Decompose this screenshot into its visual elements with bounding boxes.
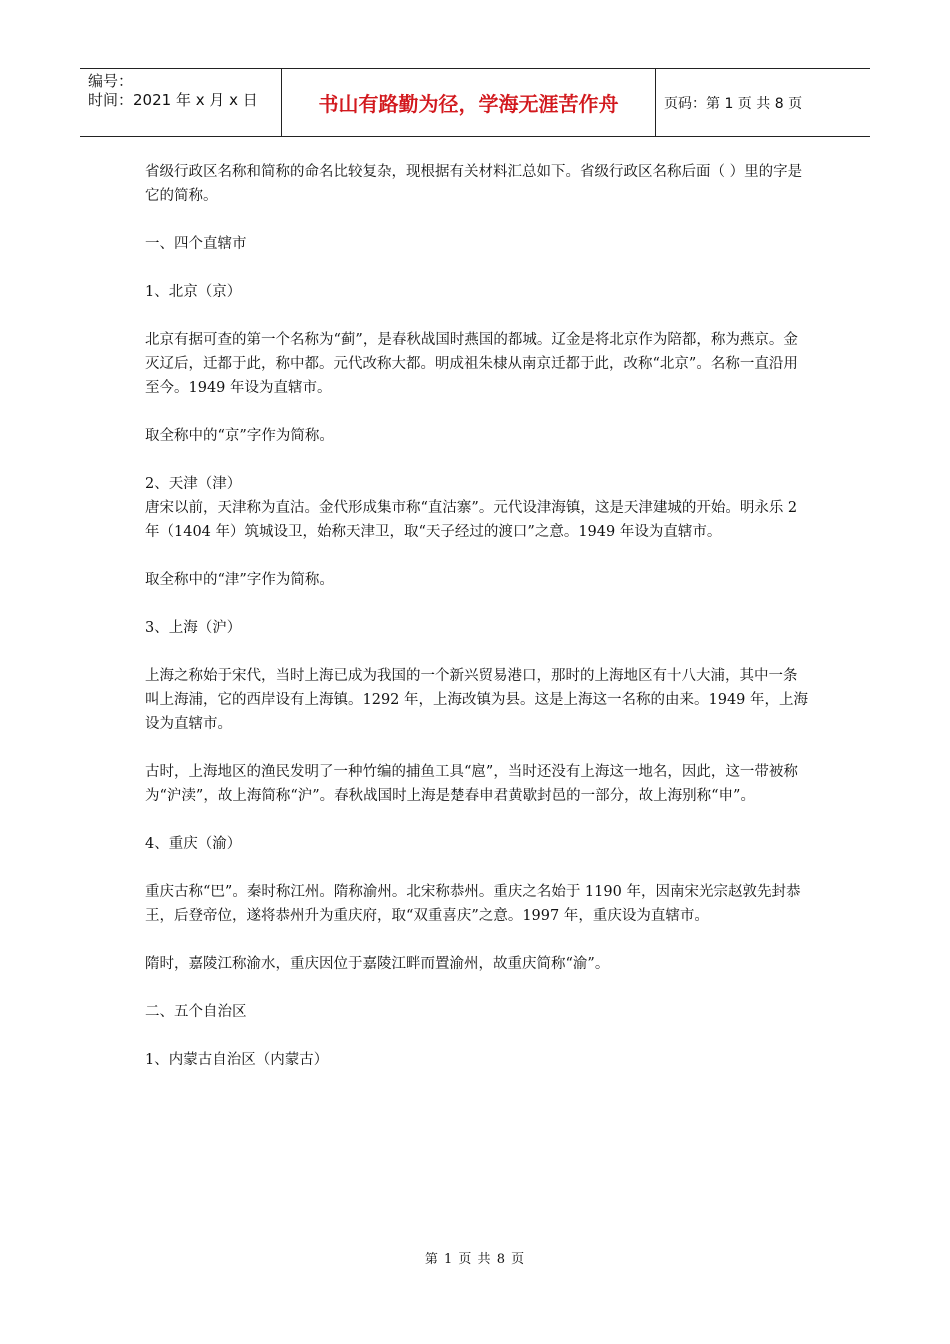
- document-body: [145, 160, 810, 1072]
- body-paragraph: 北京有据可查的第一个名称为“蓟”，是春秋战国时燕国的都城。辽金是将北京作为陪都，称为燕京。金灭辽后，迁都于此，称中都。元代改称大都。明成祖朱棣从南京迁都于此，改称“北京”。名称一直沿用至今。1949 年设为直辖市。: [145, 332, 798, 396]
- paragraph-gap: [145, 928, 810, 952]
- paragraph-gap: [145, 976, 810, 1000]
- body-paragraph: 取全称中的“京”字作为简称。: [145, 428, 334, 444]
- page-footer: 第 1 页 共 8 页: [424, 1252, 526, 1267]
- paragraph-gap: [145, 208, 810, 232]
- body-paragraph: 重庆古称“巴”。秦时称江州。隋称渝州。北宋称恭州。重庆之名始于 1190 年，因南宋光宗赵敦先封恭王，后登帝位，遂将恭州升为重庆府，取“双重喜庆”之意。1997 年，重庆设为直辖市。: [145, 884, 801, 924]
- body-paragraph: 唐宋以前，天津称为直沽。金代形成集市称“直沽寨”。元代设津海镇，这是天津建城的开始。明永乐 2 年（1404 年）筑城设卫，始称天津卫，取“天子经过的渡口”之意。1949 年设为直辖市。: [145, 500, 798, 540]
- time-label: 时间：2021 年 x 月 x 日: [88, 91, 258, 109]
- body-paragraph: 古时，上海地区的渔民发明了一种竹编的捕鱼工具“扈”，当时还没有上海这一地名，因此，这一带被称为“沪渎”，故上海简称“沪”。春秋战国时上海是楚春申君黄歇封邑的一部分，故上海别称“申”。: [145, 764, 798, 804]
- paragraph-gap: [145, 856, 810, 880]
- body-paragraph: 3、上海（沪）: [145, 620, 242, 636]
- body-paragraph: 1、北京（京）: [145, 284, 242, 300]
- body-paragraph: 上海之称始于宋代，当时上海已成为我国的一个新兴贸易港口，那时的上海地区有十八大浦，其中一条叫上海浦，它的西岸设有上海镇。1292 年，上海改镇为县。这是上海这一名称的由来。1949 年，上海设为直辖市。: [145, 668, 809, 732]
- body-paragraph: 一、四个直辖市: [145, 236, 247, 252]
- paragraph-gap: [145, 1024, 810, 1048]
- header-meta: [80, 69, 282, 136]
- body-paragraph: 取全称中的“津”字作为简称。: [145, 572, 334, 588]
- body-paragraph: 隋时，嘉陵江称渝水，重庆因位于嘉陵江畔而置渝州，故重庆简称“渝”。: [145, 956, 610, 972]
- body-paragraph: 1、内蒙古自治区（内蒙古）: [145, 1052, 329, 1068]
- paragraph-gap: [145, 736, 810, 760]
- body-paragraph: 4、重庆（渝）: [145, 836, 242, 852]
- number-label: 编号：: [88, 72, 134, 90]
- paragraph-gap: [145, 544, 810, 568]
- paragraph-gap: [145, 400, 810, 424]
- paragraph-gap: [145, 256, 810, 280]
- paragraph-gap: [145, 304, 810, 328]
- body-paragraph: 省级行政区名称和简称的命名比较复杂，现根据有关材料汇总如下。省级行政区名称后面（ ）里的字是它的简称。: [145, 164, 803, 204]
- header-motto: 书山有路勤为径，学海无涯苦作舟: [282, 69, 656, 136]
- paragraph-gap: [145, 808, 810, 832]
- header-page-number: 页码：第 1 页 共 8 页: [664, 95, 803, 112]
- paragraph-gap: [145, 448, 810, 472]
- body-paragraph: 二、五个自治区: [145, 1004, 247, 1020]
- document-header: [80, 68, 870, 137]
- paragraph-gap: [145, 592, 810, 616]
- paragraph-gap: [145, 640, 810, 664]
- body-paragraph: 2、天津（津）: [145, 476, 242, 492]
